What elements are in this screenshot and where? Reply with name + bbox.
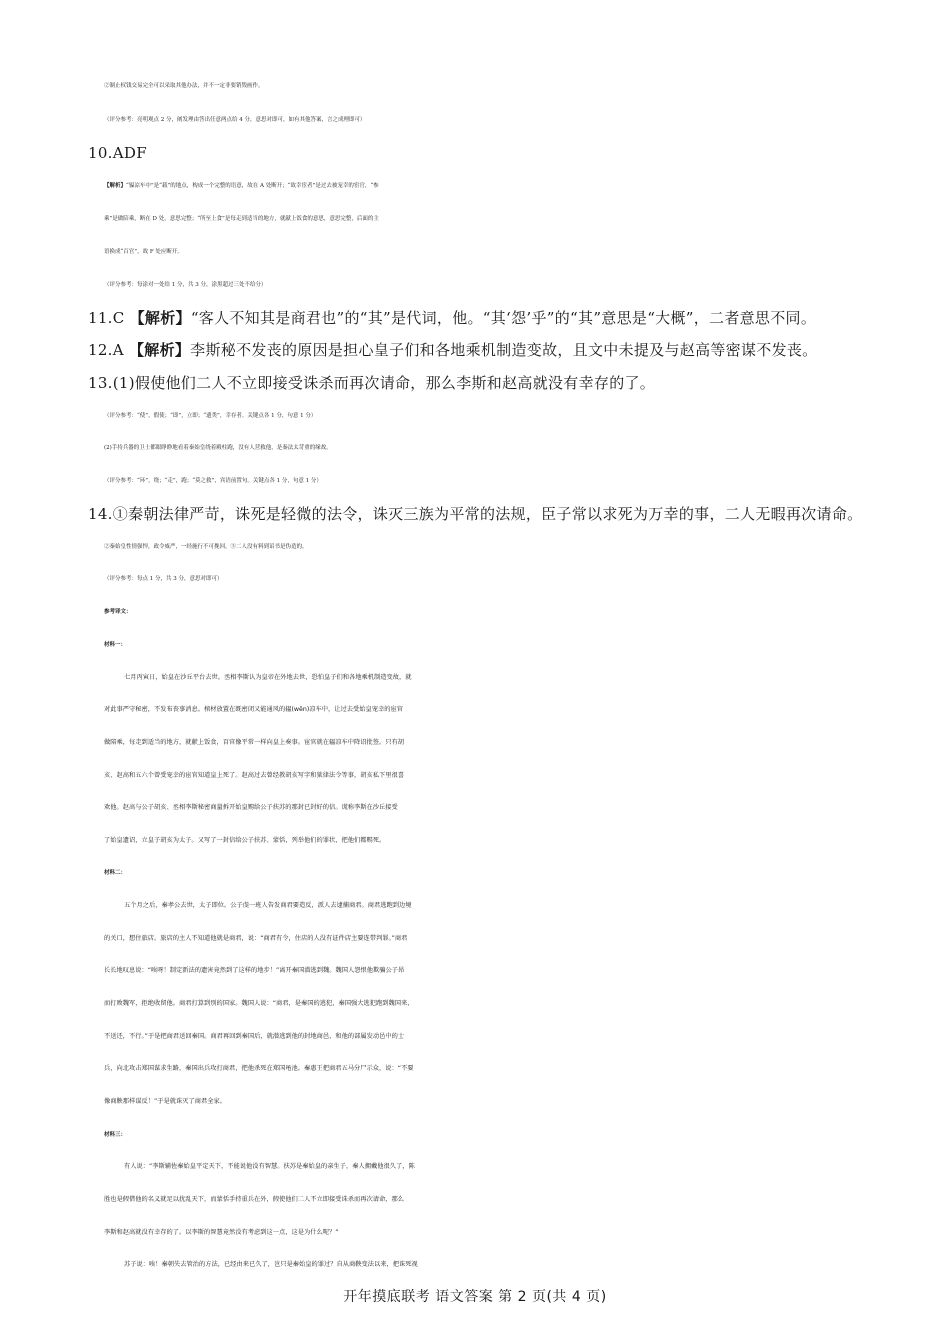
material-1-line: 欢他。赵高与公子胡亥、丞相李斯秘密商量拆开始皇赐给公子扶苏的那封已封好的信。谎称李斯在沙丘接受 [104,804,398,811]
scoring-note: （评分参考：“使”，假使；“即”，立即；“遗类”，幸存者。关键点各 1 分，句意 1 分） [104,413,317,419]
question-12-answer: 12.A 【解析】李斯秘不发丧的原因是担心皇子们和各地乘机制造变故，且文中未提及与赵高等密谋不发丧。 [88,341,818,359]
material-3-line: 李斯和赵高就没有幸存的了。以李斯的智慧竟然没有考虑到这一点，这是为什么呢？” [104,1229,339,1236]
material-2-line: 像商鞅那样谋反！”于是就诛灭了商君全家。 [104,1098,226,1105]
analysis-tag: 【解析】 [128,341,191,359]
material-1-line: 亥、赵高和五六个曾受宠幸的宦官知道皇上死了。赵高过去曾经教胡亥写字和狱律法令等事，胡亥私下里很喜 [104,772,404,779]
analysis-line: 语换成“百官”，故 F 处应断开。 [104,249,183,255]
answer-line: ②秦始皇性情强悍，政令威严，一经施行不可挽回。③二人没有料到诏书是伪造的。 [104,544,308,550]
material-2-line: 兵，向北攻击郑国谋求生路，秦国出兵攻打商君，把他杀死在郑国黾池。秦惠王把商君五马分尸示众，说：“不要 [104,1065,414,1072]
analysis-line: 乘”是做陪乘，断在 D 处，意思完整；“所至上食”是每走到适当的地方，就献上饭食的意思，意思完整，后面的主 [104,216,379,222]
analysis-tag: 【解析】 [104,183,127,189]
question-10-answer: 10.ADF [88,144,147,162]
answer-line: (2)手持兵器的卫士都眼睁睁地看着秦始皇绕着殿柱跑，没有人营救他，是秦法太苛重的缘故。 [104,445,332,451]
material-3-title: 材料三： [104,1132,127,1138]
material-2-line: 五个月之后，秦孝公去世，太子即位。公子虔一班人告发商君要造反，派人去逮捕商君。商君逃跑到边境 [124,902,412,909]
material-1-line: 对此事严守秘密，不发布丧事消息。棺材放置在既密闭又能通风的辒(wēn)凉车中，让过去受始皇宠幸的宦官 [104,706,404,713]
material-2-line: 的关口，想住旅店。旅店的主人不知道他就是商君，说：“商君有令，住店的人没有证件店主要连带判罪。”商君 [104,935,408,942]
material-1-line: 做陪乘，每走到适当的地方，就献上饭食，百官像平常一样向皇上奏事。宦官就在辒凉车中降诏批签。只有胡 [104,739,404,746]
analysis-line [104,176,884,196]
translation-heading: 参考译文： [104,609,132,615]
scoring-note: （评分参考：每涂对一处给 1 分，共 3 分，涂黑超过三处不给分） [104,282,267,288]
material-3-line: 苏子说：唉！秦朝失去管治的方法，已经由来已久了，岂只是秦始皇的罪过？自从商鞅变法以来，把诛死视 [124,1261,418,1268]
material-3-line: 有人说：“李斯辅佐秦始皇平定天下，不能说他没有智慧。扶苏是秦始皇的亲生子，秦人拥戴他很久了，陈 [124,1163,415,1170]
material-2-line: 而打败魏军，拒绝收留他。商君打算到别的国家。魏国人说：“商君，是秦国的逃犯，秦国强大逃犯跑到魏国来， [104,1000,414,1007]
question-14-answer: 14.①秦朝法律严苛，诛死是轻微的法令，诛灭三族为平常的法规，臣子常以求死为万幸的事，二人无暇再次请命。 [88,505,863,523]
page-footer: 开年摸底联考 语文答案 第 2 页(共 4 页) [343,1289,607,1305]
question-13-answer: 13.(1)假使他们二人不立即接受诛杀而再次请命，那么李斯和赵高就没有幸存的了。 [88,374,656,392]
scoring-note: （评分参考：每点 1 分，共 3 分，意思对即可） [104,576,223,582]
scoring-note: （评分参考：“环”，绕；“走”，跑；“莫之救”，宾语前置句。关键点各 1 分，句意 1 分） [104,478,322,484]
material-2-line: 不送还，不行。”于是把商君送回秦国。商君再回到秦国后，就潜逃到他的封地商邑，和他的部属发动邑中的士 [104,1033,405,1040]
scoring-note: （评分参考：亮明观点 2 分，阐发理由答出任意两点给 4 分，意思对即可，如有其他答案，言之成理即可） [104,117,366,123]
material-2-line: 长长地叹息说：“唉呀！制定新法的遗害竟然到了这样的地步！”离开秦国潜逃到魏。魏国人怨恨他欺骗公子昂 [104,967,405,974]
material-1-title: 材料一： [104,642,127,648]
analysis-text: “辒凉车中”是“载”的地点，构成一个完整的语意，故在 A 处断开；“故幸宦者”是过去被宠幸的宦官，“参 [126,183,379,189]
material-2-title: 材料二： [104,870,127,876]
question-11-answer: 11.C 【解析】“客人不知其是商君也”的“其”是代词，他。“其‘怨’乎”的“其”意思是“大概”，二者意思不同。 [88,309,817,327]
answer-line: ②制止权钱交易完全可以采取其他办法，并不一定非要销毁画作。 [104,83,264,89]
material-3-line: 胜也是假借他的名义就足以扰乱天下，而蒙恬手持重兵在外，假使他们二人不立即接受诛杀而再次请命，那么 [104,1196,404,1203]
analysis-tag: 【解析】 [129,309,191,327]
material-1-line: 了始皇遗诏，立皇子胡亥为太子。又写了一封信给公子扶苏、蒙恬，列举他们的罪状，把他们都赐死。 [104,837,386,844]
material-1-line: 七月丙寅日，始皇在沙丘平台去世。丞相李斯认为皇帝在外地去世，恐怕皇子们和各地乘机制造变故，就 [124,674,412,681]
